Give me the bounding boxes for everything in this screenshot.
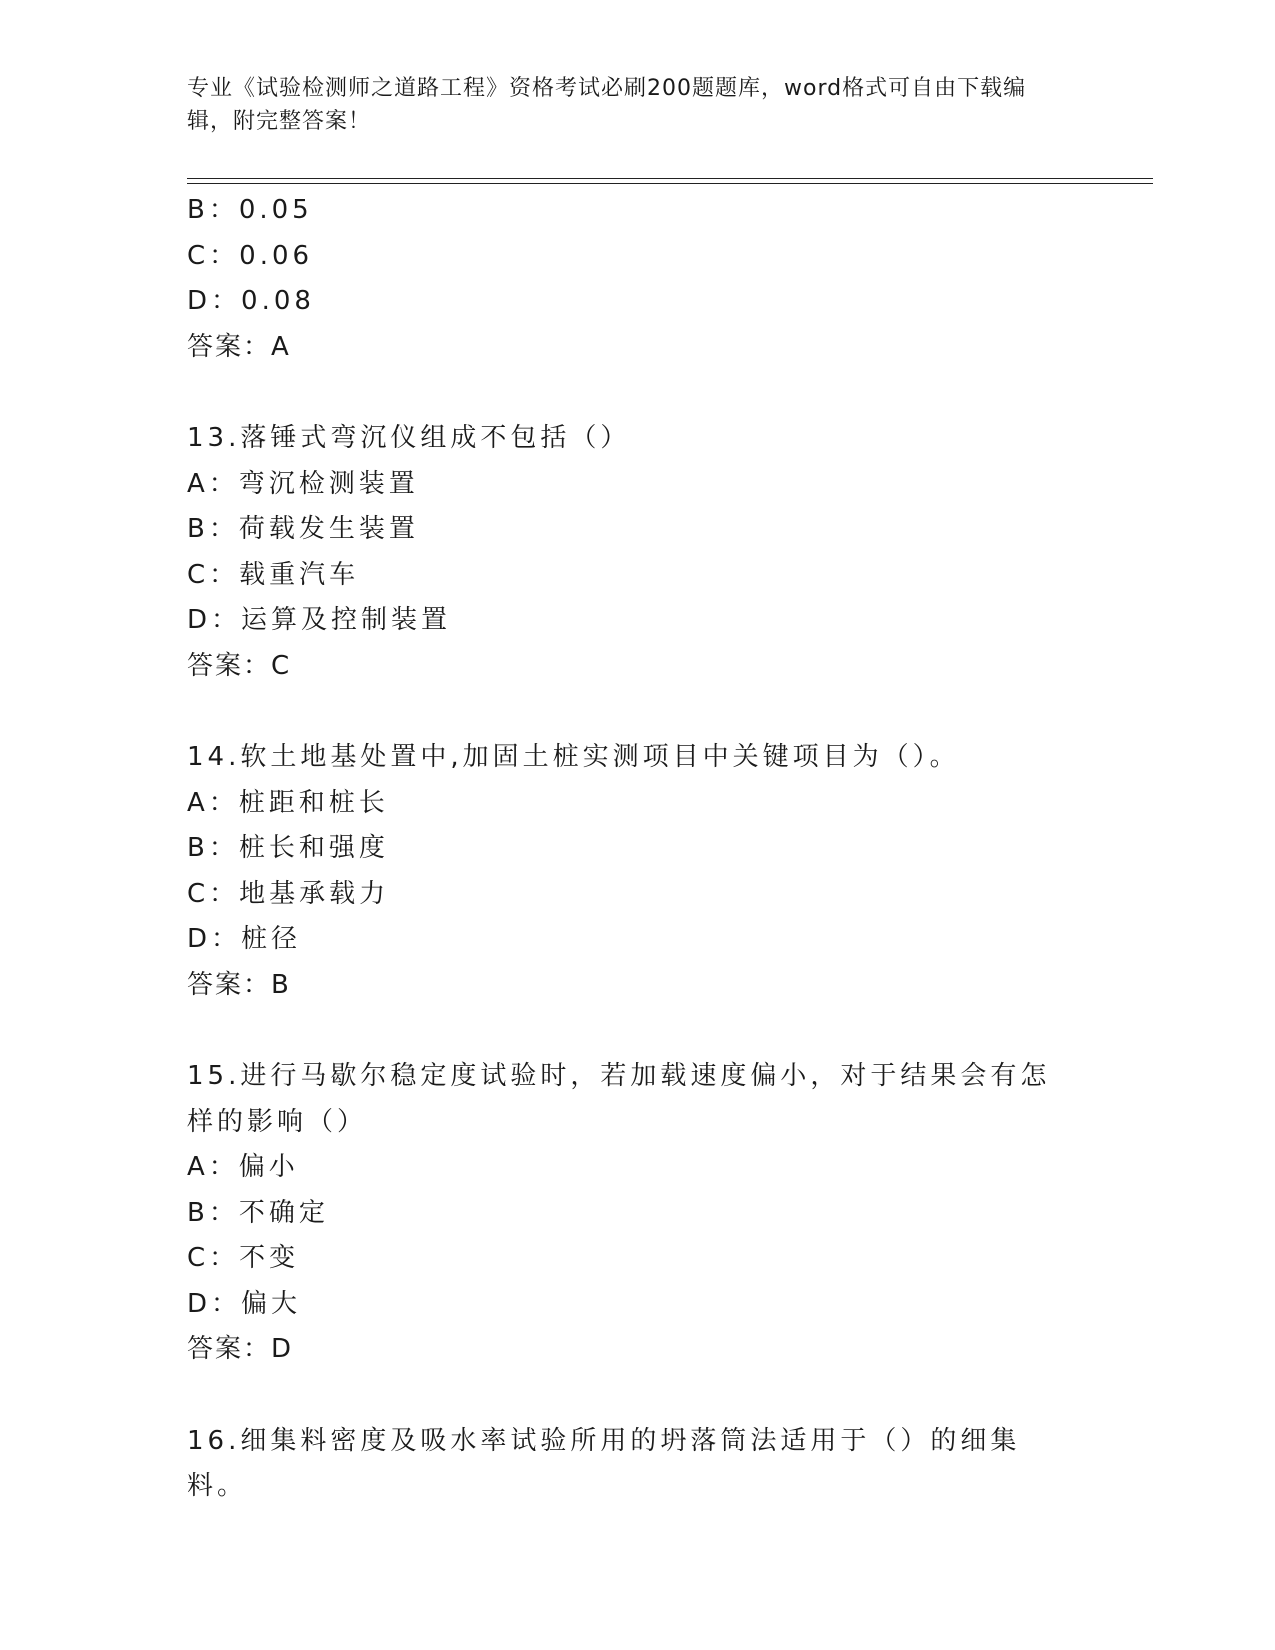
answer-value: C (271, 650, 292, 681)
answer-label: 答案： (187, 650, 272, 681)
answer-value: D (271, 1334, 294, 1364)
answer-label: 答案： (187, 1334, 272, 1364)
question-13 (187, 416, 1087, 689)
option: D：0.08 (187, 286, 315, 316)
option: D：运算及控制装置 (187, 605, 452, 635)
question-text: 14.软土地基处置中,加固土桩实测项目中关键项目为（）。 (187, 742, 960, 772)
option: D：桩径 (187, 924, 302, 954)
option: B：0.05 (187, 195, 313, 225)
question-text: 16.细集料密度及吸水率试验所用的坍落筒法适用于（）的细集料。 (187, 1425, 1021, 1501)
option: C：0.06 (187, 240, 314, 271)
option: C：不变 (187, 1243, 300, 1273)
option: C：载重汽车 (187, 559, 360, 590)
answer-line (187, 644, 1087, 690)
option: D：偏大 (187, 1288, 302, 1319)
header-divider (187, 178, 1153, 184)
option: A：弯沉检测装置 (187, 468, 419, 499)
answer-line (187, 325, 1087, 371)
option: C：地基承载力 (187, 878, 390, 909)
question-16 (187, 1419, 1087, 1510)
answer-label: 答案： (187, 969, 272, 1000)
answer-value: A (271, 331, 291, 362)
option: A：桩距和桩长 (187, 787, 389, 818)
option: B：不确定 (187, 1197, 329, 1228)
question-15 (187, 1054, 1087, 1373)
partial-question (187, 188, 1087, 370)
page-header (187, 72, 1067, 138)
answer-label: 答案： (187, 331, 272, 362)
option: B：荷载发生装置 (187, 514, 419, 544)
question-text: 13.落锤式弯沉仪组成不包括（） (187, 423, 631, 453)
answer-value: B (271, 969, 291, 1000)
header-title: 专业《试验检测师之道路工程》资格考试必刷200题题库，word格式可自由下载编辑，附完整答案！ (187, 76, 1027, 134)
question-14 (187, 735, 1087, 1008)
question-list (187, 188, 1087, 1510)
answer-line (187, 963, 1087, 1009)
question-text: 15.进行马歇尔稳定度试验时，若加载速度偏小，对于结果会有怎样的影响（） (187, 1061, 1051, 1137)
answer-line (187, 1327, 1087, 1373)
option: B：桩长和强度 (187, 833, 389, 863)
option: A：偏小 (187, 1152, 299, 1182)
